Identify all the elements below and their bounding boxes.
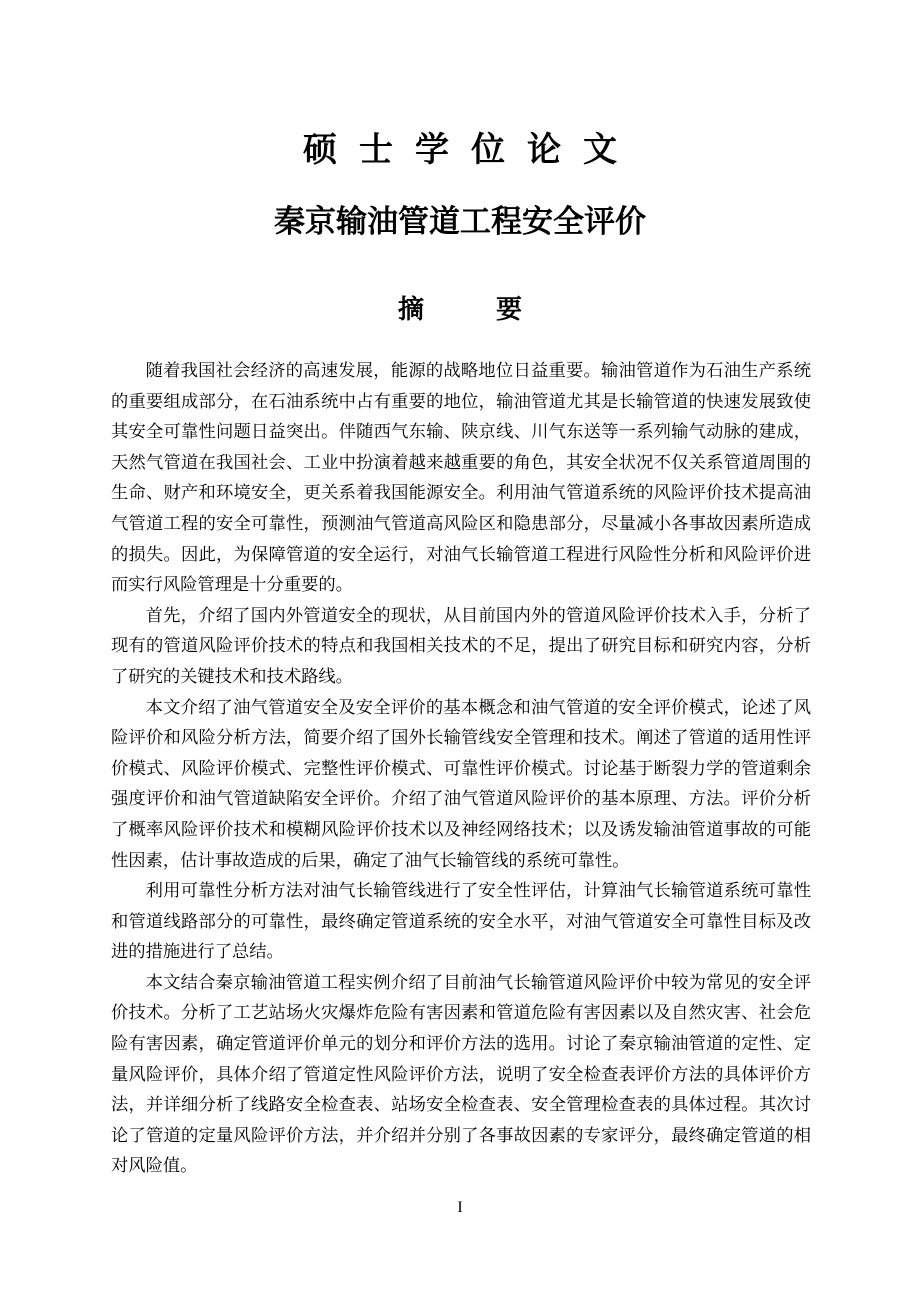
abstract-paragraph: 利用可靠性分析方法对油气长输管线进行了安全性评估，计算油气长输管道系统可靠性和管道线路部分的可靠性，最终确定管道系统的安全水平，对油气管道安全可靠性目标及改进的措施进行了总结。 [111, 881, 811, 963]
abstract-paragraph: 随着我国社会经济的高速发展，能源的战略地位日益重要。输油管道作为石油生产系统的重要组成部分，在石油系统中占有重要的地位，输油管道尤其是长输管道的快速发展致使其安全可靠性问题日益突出。伴随西气东输、陕京线、川气东送等一系列输气动脉的建成，天然气管道在我国社会、工业中扮演着越来越重要的角色，其安全状况不仅关系管道周围的生命、财产和环境安全，更关系着我国能源安全。利用油气管道系统的风险评价技术提高油气管道工程的安全可靠性，预测油气管道高风险区和隐患部分，尽量减小各事故因素所造成的损失。因此，为保障管道的安全运行，对油气长输管道工程进行风险性分析和风险评价进而实行风险管理是十分重要的。 [111, 361, 811, 596]
abstract-heading [0, 292, 920, 328]
thesis-title: 秦京输油管道工程安全评价 [274, 204, 646, 240]
abstract-paragraph: 首先，介绍了国内外管道安全的现状，从目前国内外的管道风险评价技术入手，分析了现有的管道风险评价技术的特点和我国相关技术的不足，提出了研究目标和研究内容，分析了研究的关键技术和技术路线。 [111, 605, 811, 687]
abstract-heading-second-char: 要 [496, 295, 523, 325]
page-number: I [457, 1199, 463, 1216]
abstract-paragraph: 本文结合秦京输油管道工程实例介绍了目前油气长输管道风险评价中较为常见的安全评价技术。分析了工艺站场火灾爆炸危险有害因素和管道危险有害因素以及自然灾害、社会危险有害因素，确定管道评价单元的划分和评价方法的选用。讨论了秦京输油管道的定性、定量风险评价，具体介绍了管道定性风险评价方法，说明了安全检查表评价方法的具体评价方法，并详细分析了线路安全检查表、站场安全检查表、安全管理检查表的具体过程。其次讨论了管道的定量风险评价方法，并介绍并分别了各事故因素的专家评分，最终确定管道的相对风险值。 [111, 972, 811, 1177]
abstract-heading-first-char: 摘 [397, 295, 424, 325]
abstract-body [111, 356, 811, 1182]
abstract-paragraph: 本文介绍了油气管道安全及安全评价的基本概念和油气管道的安全评价模式，论述了风险评价和风险分析方法，简要介绍了国外长输管线安全管理和技术。阐述了管道的适用性评价模式、风险评价模式、完整性评价模式、可靠性评价模式。讨论基于断裂力学的管道剩余强度评价和油气管道缺陷安全评价。介绍了油气管道风险评价的基本原理、方法。评价分析了概率风险评价技术和模糊风险评价技术以及神经网络技术；以及诱发输油管道事故的可能性因素，估计事故造成的后果，确定了油气长输管线的系统可靠性。 [111, 697, 811, 871]
degree-title: 硕士学位论文 [303, 130, 639, 170]
